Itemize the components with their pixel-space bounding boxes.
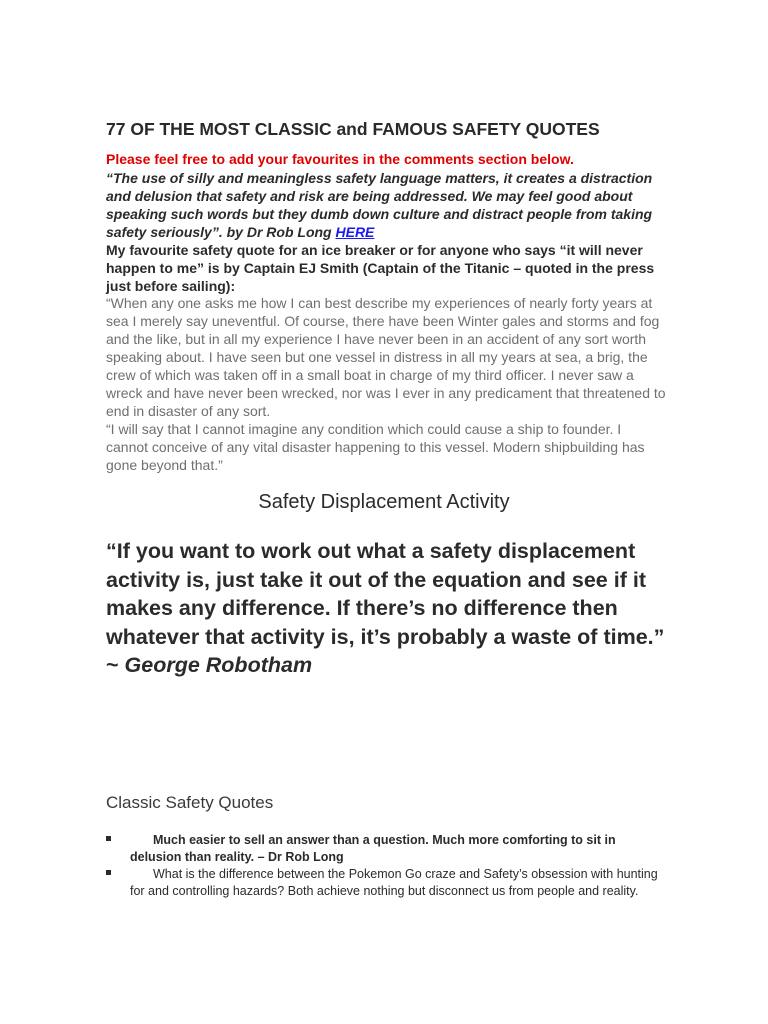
list-item-text: What is the difference between the Pokemon Go craze and Safety’s obsession with hunting for and controlling hazards? Both achieve nothing but disconnect us from people and reality. xyxy=(130,867,658,898)
title-suffix: FAMOUS SAFETY QUOTES xyxy=(367,119,600,139)
list-item xyxy=(106,832,666,866)
robotham-quote-text: “If you want to work out what a safety displacement activity is, just take it out of the equation and see if it makes any difference. If there’s no difference then whatever that activity is, it’s probably a waste of time.” ~ xyxy=(106,539,665,677)
list-item-text: Much easier to sell an answer than a question. Much more comforting to sit in delusion than reality. – Dr Rob Long xyxy=(130,833,616,864)
titanic-quote-paragraph-2: “I will say that I cannot imagine any condition which could cause a ship to founder. I cannot conceive of any vital disaster happening to this vessel. Modern shipbuilding has gone beyond that.” xyxy=(106,421,645,473)
classic-quotes-list xyxy=(106,832,666,900)
comment-prompt: Please feel free to add your favourites in the comments section below. xyxy=(106,151,574,167)
list-item xyxy=(106,866,666,900)
favourite-intro: My favourite safety quote for an ice breaker or for anyone who says “it will never happen to me” is by Captain EJ Smith (Captain of the Titanic – quoted in the press just before sailing): xyxy=(106,242,655,294)
title-and: and xyxy=(336,119,368,139)
here-link[interactable]: HERE xyxy=(335,224,375,240)
titanic-quote xyxy=(106,294,666,474)
bullet-icon xyxy=(106,836,111,841)
titanic-quote-paragraph-1: “When any one asks me how I can best describe my experiences of nearly forty years at sea I merely say uneventful. Of course, there have been Winter gales and storms and fog and the like, but in all my experience I have never been in an accident of any sort worth speaking about. I have seen but one vessel in distress in all my years at sea, a brig, the crew of which was taken off in a small boat in charge of my third officer. I never saw a wreck and have never been wrecked, nor was I ever in any predicament that threatened to end in disaster of any sort. xyxy=(106,295,666,419)
rob-long-quote xyxy=(106,169,666,241)
title-prefix: 77 OF THE MOST CLASSIC xyxy=(106,119,337,139)
rob-long-quote-text: “The use of silly and meaningless safety language matters, it creates a distraction and delusion that safety and risk are being addressed. We may feel good about speaking such words but they dumb down culture and distract people from taking safety seriously”. by Dr Rob Long xyxy=(106,170,653,240)
robotham-quote xyxy=(106,537,666,680)
section-heading: Safety Displacement Activity xyxy=(258,491,510,513)
classic-quotes-heading: Classic Safety Quotes xyxy=(106,793,274,812)
bullet-icon xyxy=(106,870,111,875)
page-title xyxy=(106,119,666,140)
robotham-quote-author: George Robotham xyxy=(124,653,313,677)
